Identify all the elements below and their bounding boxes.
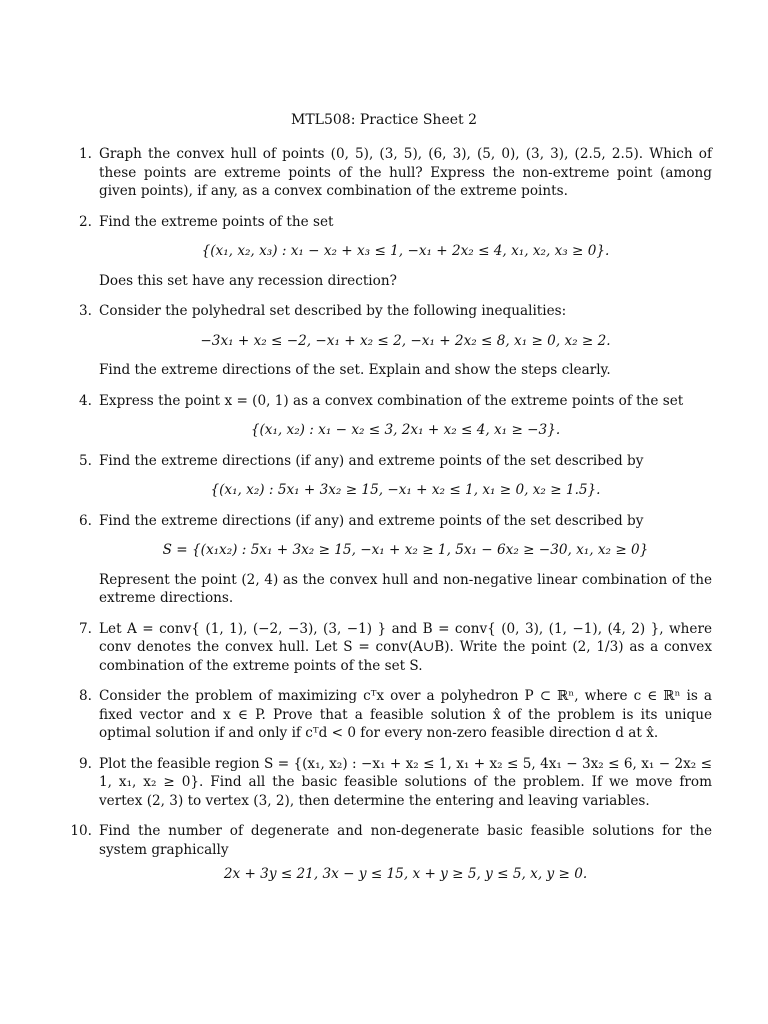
problem-3	[72, 302, 712, 380]
problem-6	[72, 512, 712, 608]
problem-8	[72, 687, 712, 743]
problem-equation: {(x₁, x₂) : x₁ − x₂ ≤ 3, 2x₁ + x₂ ≤ 4, x₁ ≥ −3}.	[250, 422, 561, 438]
problem-5	[72, 452, 712, 500]
problem-7	[72, 620, 712, 676]
problem-text: Find the extreme points of the set	[99, 213, 334, 230]
problem-1	[72, 145, 712, 201]
problem-number: 10.	[70, 823, 92, 839]
problem-number: 5.	[79, 452, 92, 469]
problem-text: Let A = conv{ (1, 1), (−2, −3), (3, −1) } and B = conv{ (0, 3), (1, −1), (4, 2) }, where conv denotes the convex hull. Let S = conv(A∪B). Write the point (2, 1/3) as a convex combination of the extreme points of the set S.	[99, 620, 712, 674]
problem-text: Express the point x = (0, 1) as a convex combination of the extreme points of the set	[99, 392, 684, 409]
problem-text: Plot the feasible region S = {(x₁, x₂) : −x₁ + x₂ ≤ 1, x₁ + x₂ ≤ 5, 4x₁ − 3x₂ ≤ 6, x₁ − 2x₂ ≤ 1, x₁, x₂ ≥ 0}. Find all the basic feasible solutions of the problem. If we move from vertex (2, 3) to vertex (3, 2), then determine the entering and leaving variables.	[99, 755, 712, 809]
problem-text: Find the extreme directions (if any) and extreme points of the set described by	[99, 452, 644, 469]
problem-text: Consider the polyhedral set described by the following inequalities:	[99, 303, 567, 319]
problem-equation: S = {(x₁x₂) : 5x₁ + 3x₂ ≥ 15, −x₁ + x₂ ≥ 1, 5x₁ − 6x₂ ≥ −30, x₁, x₂ ≥ 0}	[162, 542, 649, 558]
problem-number: 4.	[79, 392, 92, 409]
problem-number: 8.	[79, 688, 92, 704]
problem-number: 1.	[79, 146, 92, 162]
problem-number: 6.	[79, 512, 92, 529]
problem-equation: −3x₁ + x₂ ≤ −2, −x₁ + x₂ ≤ 2, −x₁ + 2x₂ ≤ 8, x₁ ≥ 0, x₂ ≥ 2.	[200, 332, 611, 349]
problem-equation: 2x + 3y ≤ 21, 3x − y ≤ 15, x + y ≥ 5, y ≤ 5, x, y ≥ 0.	[223, 866, 588, 882]
problem-10	[72, 822, 712, 884]
problem-number: 7.	[79, 620, 92, 637]
problem-followup: Find the extreme directions of the set. Explain and show the steps clearly.	[99, 362, 611, 378]
problem-text: Find the extreme directions (if any) and extreme points of the set described by	[99, 512, 644, 529]
problem-text: Graph the convex hull of points (0, 5), (3, 5), (6, 3), (5, 0), (3, 3), (2.5, 2.5). Which of these points are extreme points of the hull? Express the non-extreme point (among given points), if any, as a convex combination of the extreme points.	[99, 146, 712, 199]
problem-2	[72, 213, 712, 291]
problem-text: Find the number of degenerate and non-degenerate basic feasible solutions for the system graphically	[99, 823, 712, 858]
problem-followup: Does this set have any recession direction?	[99, 272, 397, 289]
problem-list	[72, 145, 712, 896]
problem-number: 2.	[79, 213, 92, 230]
problem-4	[72, 392, 712, 440]
problem-number: 9.	[79, 755, 92, 772]
problem-followup: Represent the point (2, 4) as the convex hull and non-negative linear combination of the extreme directions.	[99, 571, 712, 606]
problem-equation: {(x₁, x₂, x₃) : x₁ − x₂ + x₃ ≤ 1, −x₁ + 2x₂ ≤ 4, x₁, x₂, x₃ ≥ 0}.	[201, 243, 610, 259]
page-title: MTL508: Practice Sheet 2	[291, 112, 477, 128]
problem-equation: {(x₁, x₂) : 5x₁ + 3x₂ ≥ 15, −x₁ + x₂ ≤ 1, x₁ ≥ 0, x₂ ≥ 1.5}.	[210, 482, 601, 498]
problem-text: Consider the problem of maximizing cᵀx over a polyhedron P ⊂ ℝⁿ, where c ∈ ℝⁿ is a fixed vector and x ∈ P. Prove that a feasible solution x̂ of the problem is its unique optimal solution if and only if cᵀd < 0 for every non-zero feasible direction d at x̂.	[99, 688, 712, 741]
problem-number: 3.	[79, 303, 92, 319]
problem-9	[72, 755, 712, 811]
